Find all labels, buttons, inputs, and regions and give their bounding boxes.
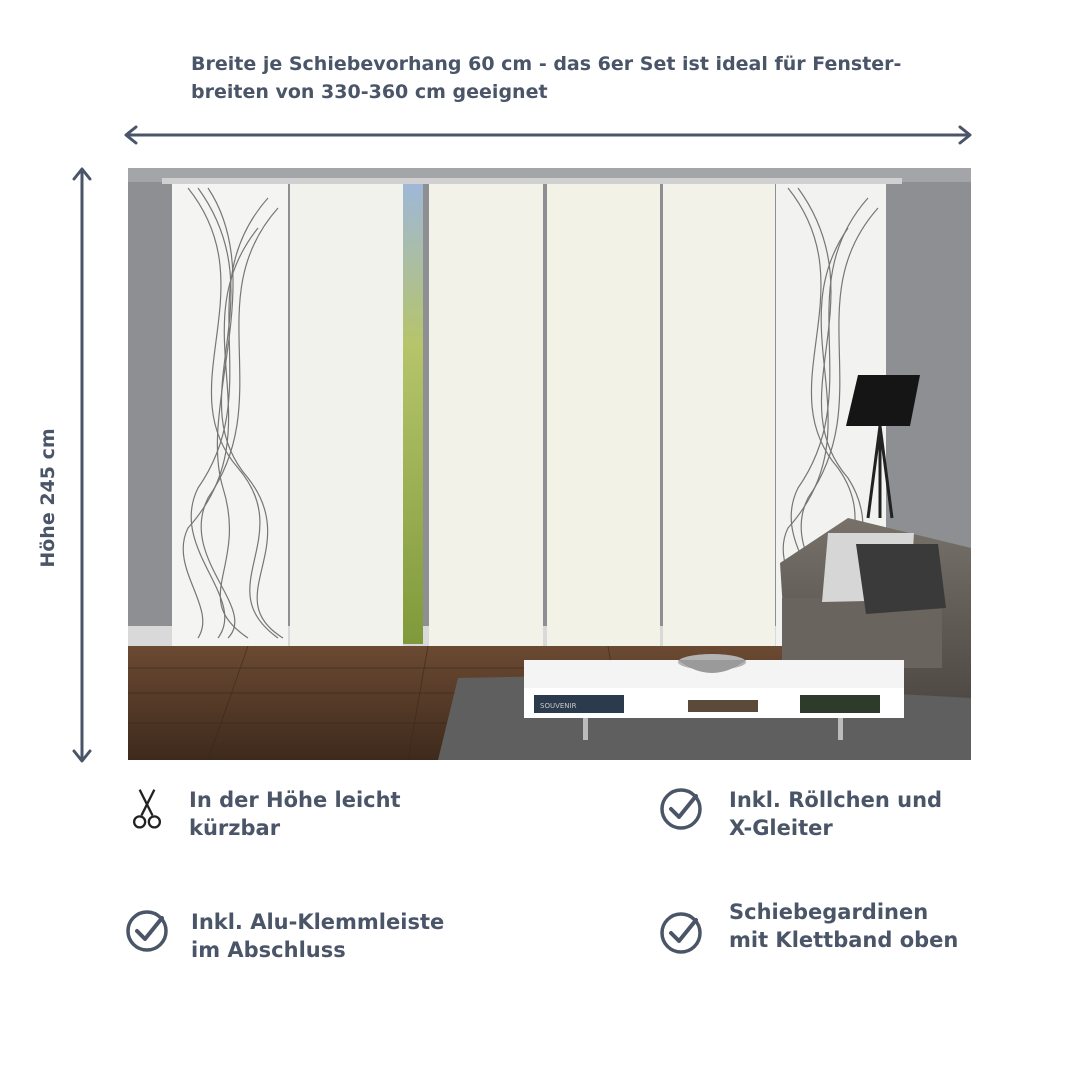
width-description	[191, 50, 911, 106]
feature-line-1: Inkl. Alu-Klemmleiste	[191, 910, 445, 934]
feature-text	[729, 898, 958, 954]
check-circle-icon	[658, 910, 704, 956]
feature-line-1: Schiebegardinen	[729, 900, 929, 924]
feature-rollers	[658, 786, 942, 842]
feature-line-2: X-Gleiter	[729, 816, 833, 840]
feature-shortenable	[124, 786, 401, 842]
feature-text	[189, 786, 401, 842]
height-arrow-icon	[72, 165, 92, 765]
scissors-icon	[124, 786, 170, 832]
feature-line-2: im Abschluss	[191, 938, 346, 962]
feature-line-1: In der Höhe leicht	[189, 788, 401, 812]
feature-line-2: kürzbar	[189, 816, 281, 840]
width-arrow-icon	[122, 124, 974, 146]
check-circle-icon	[658, 786, 704, 832]
width-description-line-1: Breite je Schiebevorhang 60 cm - das 6er Set ist ideal für Fenster-	[191, 53, 902, 75]
room-photo	[128, 168, 971, 760]
feature-clamp-strip	[124, 908, 444, 964]
feature-text	[191, 908, 444, 964]
width-description-line-2: breiten von 330-360 cm geeignet	[191, 81, 548, 103]
feature-line-1: Inkl. Röllchen und	[729, 788, 943, 812]
book-title: SOUVENIR	[540, 702, 577, 710]
height-label: Höhe 245 cm	[37, 428, 59, 568]
check-circle-icon	[124, 908, 170, 954]
feature-text	[729, 786, 942, 842]
feature-velcro	[658, 898, 958, 956]
feature-line-2: mit Klettband oben	[729, 928, 959, 952]
